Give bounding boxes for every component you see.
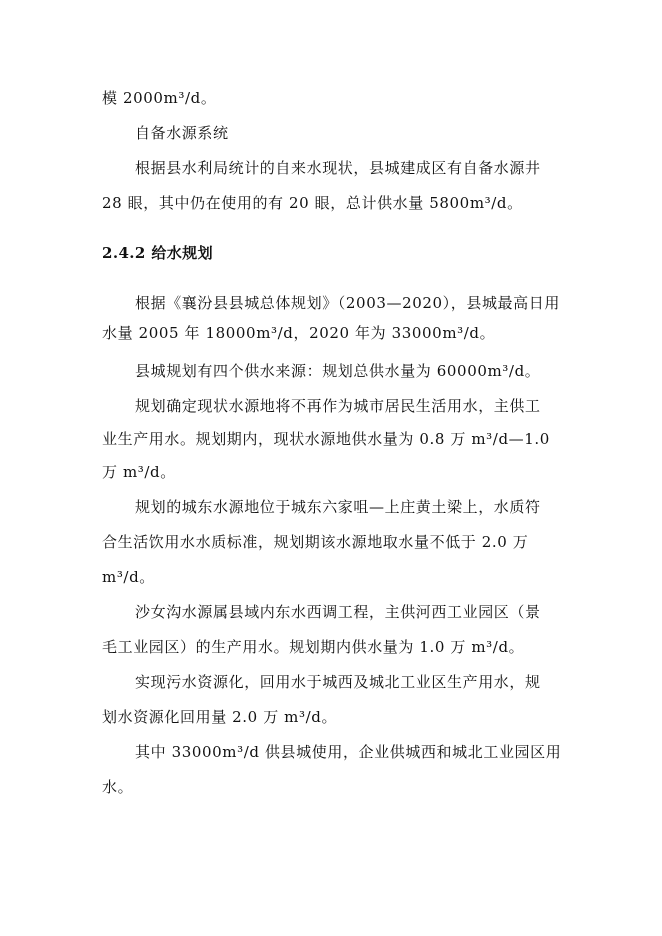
text-line: 实现污水资源化，回用水于城西及城北工业区生产用水，规 xyxy=(135,673,541,691)
text-line: 水。 xyxy=(102,778,134,796)
text-line: 沙女沟水源属县域内东水西调工程，主供河西工业园区（景 xyxy=(135,603,541,621)
text-line: 自备水源系统 xyxy=(135,124,229,142)
text-line: 业生产用水。规划期内，现状水源地供水量为 0.8 万 m³/d—1.0 xyxy=(102,430,550,448)
text-line: 其中 33000m³/d 供县城使用，企业供城西和城北工业园区用 xyxy=(135,743,562,761)
text-line: 水量 2005 年 18000m³/d，2020 年为 33000m³/d。 xyxy=(102,324,496,342)
text-line: 毛工业园区）的生产用水。规划期内供水量为 1.0 万 m³/d。 xyxy=(102,638,525,656)
text-line: 合生活饮用水水质标准，规划期该水源地取水量不低于 2.0 万 xyxy=(102,533,529,551)
text-line: 根据县水利局统计的自来水现状，县城建成区有自备水源井 xyxy=(135,159,541,177)
text-line: 规划确定现状水源地将不再作为城市居民生活用水，主供工 xyxy=(135,397,541,415)
text-line: 规划的城东水源地位于城东六家咀—上庄黄土梁上，水质符 xyxy=(135,498,541,516)
text-line: 28 眼，其中仍在使用的有 20 眼，总计供水量 5800m³/d。 xyxy=(102,194,523,212)
text-line: m³/d。 xyxy=(102,568,155,586)
text-line: 县城规划有四个供水来源：规划总供水量为 60000m³/d。 xyxy=(135,362,541,380)
text-line: 根据《襄汾县县城总体规划》（2003—2020），县城最高日用 xyxy=(135,294,560,312)
section-heading: 2.4.2 给水规划 xyxy=(102,244,213,262)
text-line: 划水资源化回用量 2.0 万 m³/d。 xyxy=(102,708,338,726)
text-line: 万 m³/d。 xyxy=(102,463,176,481)
text-line: 模 2000m³/d。 xyxy=(102,89,217,107)
